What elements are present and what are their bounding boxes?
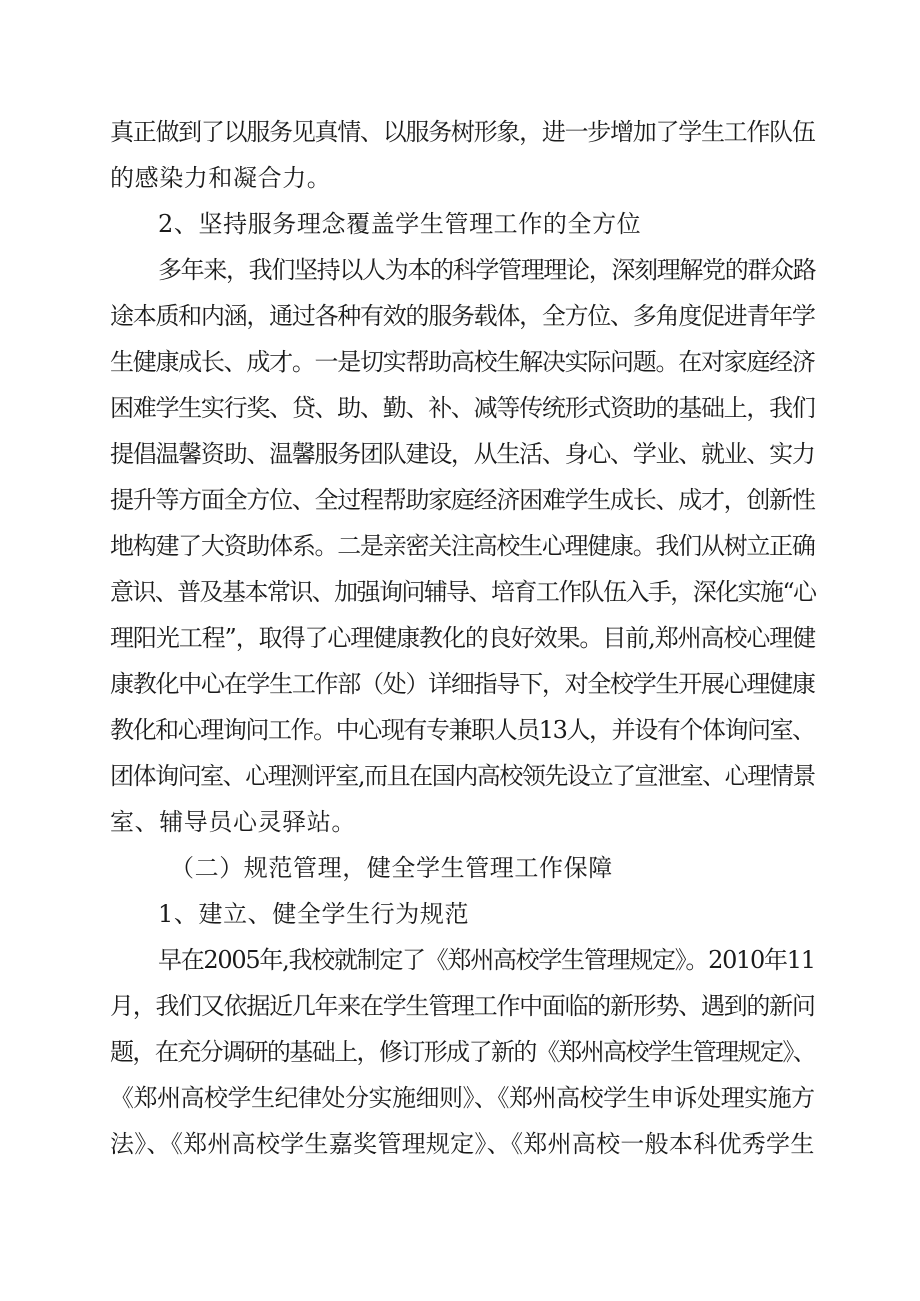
body-text-line: 困难学生实行奖、贷、助、勤、补、减等传统形式资助的基础上，我们 — [110, 394, 815, 422]
section-heading: 1、建立、健全学生行为规范 — [158, 900, 470, 928]
paragraph-first-line: 多年来，我们坚持以人为本的科学管理理论，深刻理解党的群众路 — [158, 256, 816, 284]
paragraph-first-line: 早在2005年,我校就制定了《郑州高校学生管理规定》。2010年11 — [158, 946, 815, 974]
body-text-line: 提升等方面全方位、全过程帮助家庭经济困难学生成长、成才，创新性 — [110, 486, 815, 514]
body-text-line: 意识、普及基本常识、加强询问辅导、培育工作队伍入手，深化实施“心 — [110, 578, 816, 606]
body-text-line: 途本质和内涵，通过各种有效的服务载体，全方位、多角度促进青年学 — [110, 302, 815, 330]
body-text-line: 法》、《郑州高校学生嘉奖管理规定》、《郑州高校一般本科优秀学生 — [110, 1130, 815, 1158]
body-text-line: 的感染力和凝合力。 — [110, 164, 332, 192]
body-text-line: 真正做到了以服务见真情、以服务树形象，进一步增加了学生工作队伍 — [110, 118, 815, 146]
body-text-line: 康教化中心在学生工作部（处）详细指导下，对全校学生开展心理健康 — [110, 670, 815, 698]
body-text-line: 生健康成长、成才。一是切实帮助高校生解决实际问题。在对家庭经济 — [110, 348, 815, 376]
section-heading: （二）规范管理，健全学生管理工作保障 — [170, 854, 613, 882]
section-heading: 2、坚持服务理念覆盖学生管理工作的全方位 — [158, 210, 642, 238]
body-text-line: 理阳光工程”，取得了心理健康教化的良好效果。目前,郑州高校心理健 — [110, 624, 816, 652]
body-text-line: 提倡温馨资助、温馨服务团队建设，从生活、身心、学业、就业、实力 — [110, 440, 815, 468]
body-text-line: 《郑州高校学生纪律处分实施细则》、《郑州高校学生申诉处理实施方 — [110, 1084, 815, 1112]
body-text-line: 教化和心理询问工作。中心现有专兼职人员13人，并设有个体询问室、 — [110, 716, 815, 744]
body-text-line: 题，在充分调研的基础上，修订形成了新的《郑州高校学生管理规定》、 — [110, 1038, 816, 1066]
body-text-line: 地构建了大资助体系。二是亲密关注高校生心理健康。我们从树立正确 — [110, 532, 815, 560]
body-text-line: 月，我们又依据近几年来在学生管理工作中面临的新形势、遇到的新问 — [110, 992, 815, 1020]
body-text-line: 团体询问室、心理测评室,而且在国内高校领先设立了宣泄室、心理情景 — [110, 762, 815, 790]
body-text-line: 室、辅导员心灵驿站。 — [110, 808, 356, 836]
